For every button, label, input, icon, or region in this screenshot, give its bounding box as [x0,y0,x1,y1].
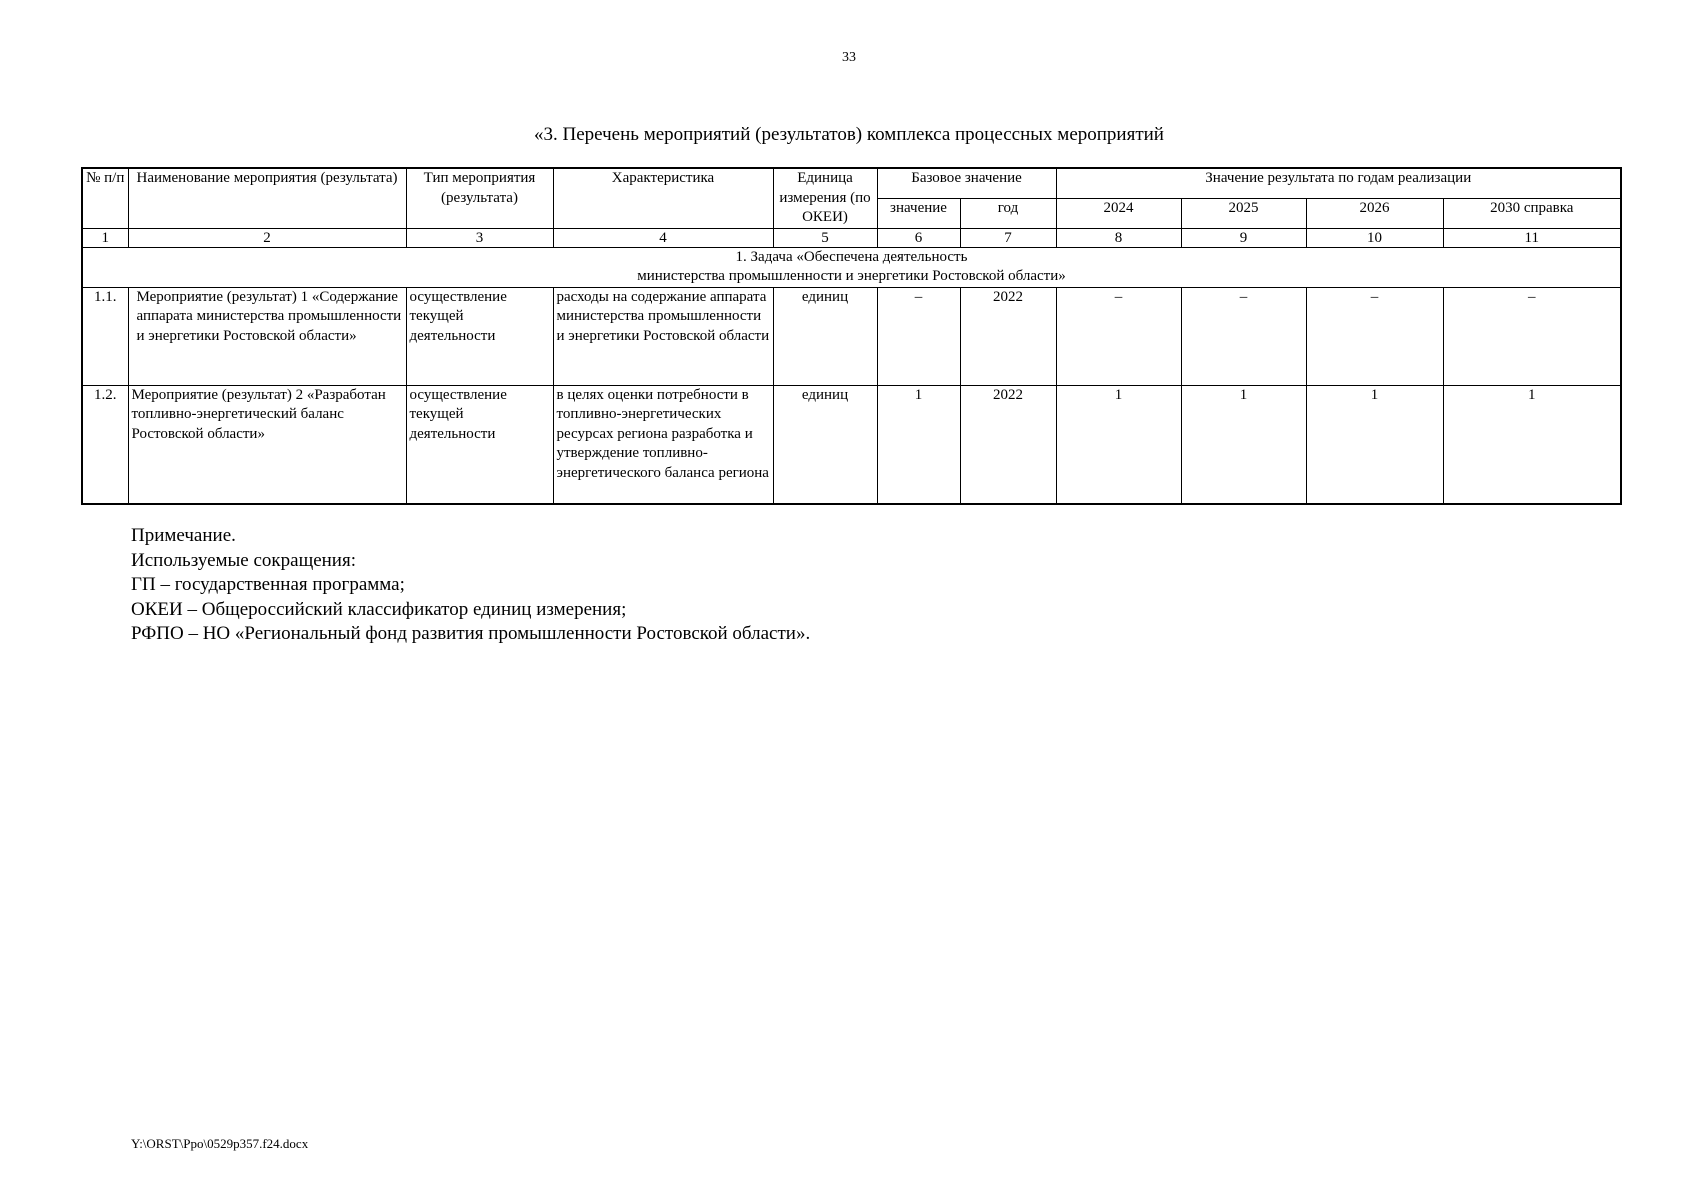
row-characteristic: расходы на содержание аппарата министерства промышленности и энергетики Ростовской области [553,287,773,385]
note-line: Используемые сокращения: [131,549,356,571]
row-value-2030: 1 [1443,385,1621,504]
note-line: ОКЕИ – Общероссийский классификатор единиц измерения; [131,598,627,620]
task-line: 1. Задача «Обеспечена деятельность [735,248,968,265]
row-value-2026: – [1306,287,1443,385]
column-number: 4 [553,228,773,247]
row-value-2025: 1 [1181,385,1306,504]
table-header-row [82,168,1621,198]
row-unit: единиц [773,287,877,385]
column-number-row [82,228,1621,247]
column-number: 3 [406,228,553,247]
row-unit: единиц [773,385,877,504]
header-base-year: год [960,198,1056,228]
page-title: «3. Перечень мероприятий (результатов) комплекса процессных мероприятий [534,124,1164,145]
column-number: 9 [1181,228,1306,247]
row-value-2025: – [1181,287,1306,385]
column-number: 1 [82,228,128,247]
note-heading: Примечание. [131,525,236,546]
column-number: 2 [128,228,406,247]
measures-table [81,167,1622,505]
row-value-2030: – [1443,287,1621,385]
header-characteristic: Характеристика [553,168,773,228]
header-base-value: значение [877,198,960,228]
row-value-2024: 1 [1056,385,1181,504]
column-number: 6 [877,228,960,247]
row-characteristic: в целях оценки потребности в топливно-энергетических ресурсах региона разработка и утверждение топливно-энергетического баланса региона [553,385,773,504]
column-number: 7 [960,228,1056,247]
task-cell [82,247,1621,287]
header-2026: 2026 [1306,198,1443,228]
header-unit: Единица измерения (по ОКЕИ) [773,168,877,228]
notes-section [131,524,810,647]
row-base-value: 1 [877,385,960,504]
header-2024: 2024 [1056,198,1181,228]
page-number: 33 [842,50,856,65]
row-value-2024: – [1056,287,1181,385]
header-num: № п/п [82,168,128,228]
header-2030: 2030 справка [1443,198,1621,228]
row-value-2026: 1 [1306,385,1443,504]
column-number: 10 [1306,228,1443,247]
footer-file-path: Y:\ORST\Ppo\0529p357.f24.docx [131,1136,309,1151]
row-base-value: – [877,287,960,385]
column-number: 11 [1443,228,1621,247]
row-type: осуществление текущей деятельности [406,287,553,385]
header-type: Тип мероприятия (результата) [406,168,553,228]
header-base-group: Базовое значение [877,168,1056,198]
header-years-group: Значение результата по годам реализации [1056,168,1621,198]
column-number: 5 [773,228,877,247]
task-row [82,247,1621,287]
row-name: Мероприятие (результат) 1 «Содержание аппарата министерства промышленности и энергетики Ростовской области» [128,287,406,385]
note-line: РФПО – НО «Региональный фонд развития промышленности Ростовской области». [131,623,811,644]
row-base-year: 2022 [960,385,1056,504]
header-2025: 2025 [1181,198,1306,228]
row-base-year: 2022 [960,287,1056,385]
row-num: 1.1. [82,287,128,385]
header-name: Наименование мероприятия (результата) [128,168,406,228]
row-num: 1.2. [82,385,128,504]
row-type: осуществление текущей деятельности [406,385,553,504]
note-line: ГП – государственная программа; [131,574,405,595]
table-row [82,385,1621,504]
table-row [82,287,1621,385]
column-number: 8 [1056,228,1181,247]
task-line: министерства промышленности и энергетики Ростовской области» [637,268,1066,284]
row-name: Мероприятие (результат) 2 «Разработан топливно-энергетический баланс Ростовской области» [128,385,406,504]
